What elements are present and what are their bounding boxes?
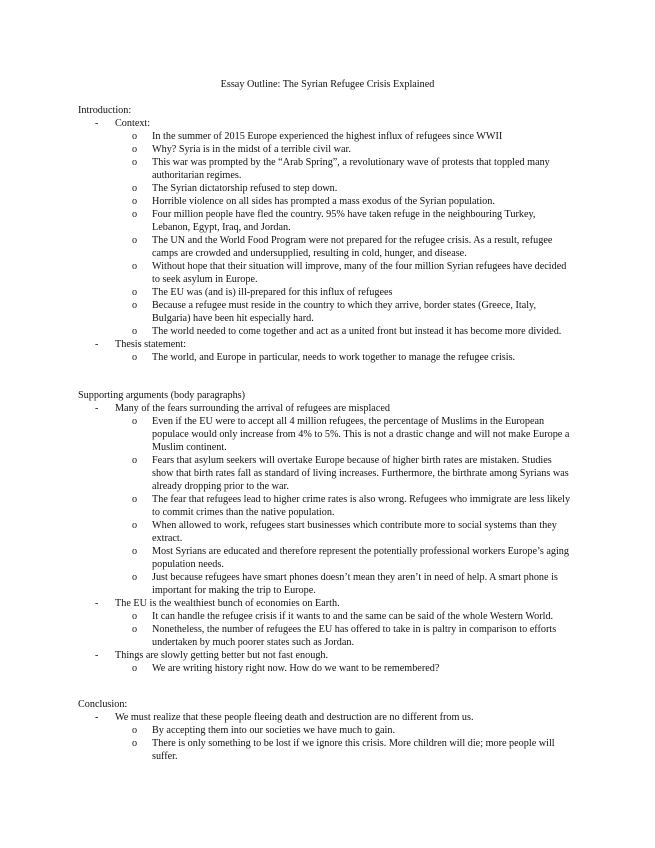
dash-bullet-icon: - [95, 598, 99, 609]
circle-bullet-icon: o [132, 326, 138, 337]
circle-bullet-icon: o [132, 520, 138, 531]
sub-point [115, 493, 573, 519]
outline-point-label: The EU is the wealthiest bunch of economies on Earth. [115, 598, 340, 609]
sub-point [115, 156, 573, 182]
sub-point-text: Four million people have fled the country. 95% have taken refuge in the neighbouring Turkey, Lebanon, Egypt, Iraq, and Jordan. [152, 209, 536, 233]
section-introduction [78, 104, 598, 364]
outline-point-label: Many of the fears surrounding the arrival of refugees are misplaced [115, 403, 390, 414]
circle-bullet-icon: o [132, 287, 138, 298]
outline-point-label: Thesis statement: [115, 339, 187, 350]
page-title: Essay Outline: The Syrian Refugee Crisis Explained [220, 79, 435, 90]
sub-point-text: The fear that refugees lead to higher crime rates is also wrong. Refugees who immigrate are less likely to commit crimes than the native population. [152, 494, 571, 518]
sub-point-text: The world, and Europe in particular, needs to work together to manage the refugee crisis. [152, 352, 516, 363]
sub-point [115, 662, 573, 675]
circle-bullet-icon: o [132, 611, 138, 622]
dash-bullet-icon: - [95, 712, 99, 723]
sub-point [115, 195, 573, 208]
sub-point-text: Even if the EU were to accept all 4 million refugees, the percentage of Muslims in the European populace would only increase from 4% to 5%. This is not a drastic change and will not make Europe a Muslim continent. [152, 416, 570, 453]
sub-point [115, 545, 573, 571]
sub-point-text: Without hope that their situation will improve, many of the four million Syrian refugees have decided to seek asylum in Europe. [152, 261, 567, 285]
sub-point [115, 737, 573, 763]
sub-point-text: In the summer of 2015 Europe experienced the highest influx of refugees since WWII [152, 131, 503, 142]
sub-point-text: The world needed to come together and act as a united front but instead it has become more divided. [152, 326, 562, 337]
circle-bullet-icon: o [132, 546, 138, 557]
sub-point-list [115, 351, 598, 364]
section-heading: Introduction: [78, 105, 132, 116]
dash-bullet-icon: - [95, 650, 99, 661]
section-heading: Conclusion: [78, 699, 128, 710]
circle-bullet-icon: o [132, 300, 138, 311]
outline-list [78, 402, 598, 675]
outline-point [78, 338, 598, 364]
sub-point-text: Fears that asylum seekers will overtake Europe because of higher birth rates are mistaken. Studies show that birth rates fall as standard of living increases. Furthermore, the birthrate among Syrians was already dropping prior to the war. [152, 455, 569, 492]
sub-point-list [115, 415, 598, 597]
circle-bullet-icon: o [132, 725, 138, 736]
sub-point [115, 610, 573, 623]
outline-point [78, 711, 598, 763]
sub-point-text: We are writing history right now. How do we want to be remembered? [152, 663, 440, 674]
sub-point-list [115, 724, 598, 763]
section-conclusion [78, 698, 598, 763]
sub-point [115, 234, 573, 260]
circle-bullet-icon: o [132, 209, 138, 220]
sub-point [115, 325, 573, 338]
sub-point [115, 415, 573, 454]
dash-bullet-icon: - [95, 339, 99, 350]
sub-point [115, 454, 573, 493]
sub-point-text: The Syrian dictatorship refused to step down. [152, 183, 338, 194]
outline-point [78, 402, 598, 597]
sub-point [115, 260, 573, 286]
outline-point-label: Things are slowly getting better but not fast enough. [115, 650, 329, 661]
circle-bullet-icon: o [132, 131, 138, 142]
sub-point [115, 724, 573, 737]
circle-bullet-icon: o [132, 144, 138, 155]
sub-point-text: The EU was (and is) ill-prepared for this influx of refugees [152, 287, 393, 298]
sub-point [115, 519, 573, 545]
outline-list [78, 711, 598, 763]
sub-point-text: Nonetheless, the number of refugees the EU has offered to take in is paltry in comparison to efforts undertaken by much poorer states such as Jordan. [152, 624, 557, 648]
sub-point [115, 208, 573, 234]
dash-bullet-icon: - [95, 118, 99, 129]
sub-point [115, 286, 573, 299]
circle-bullet-icon: o [132, 738, 138, 749]
circle-bullet-icon: o [132, 663, 138, 674]
sub-point [115, 571, 573, 597]
sub-point-text: This war was prompted by the “Arab Spring”, a revolutionary wave of protests that toppled many authoritarian regimes. [152, 157, 550, 181]
sub-point-list [115, 130, 598, 338]
sub-point-text: By accepting them into our societies we have much to gain. [152, 725, 396, 736]
outline-point-label: Context: [115, 118, 151, 129]
circle-bullet-icon: o [132, 455, 138, 466]
outline-point-label: We must realize that these people fleeing death and destruction are no different from us. [115, 712, 474, 723]
circle-bullet-icon: o [132, 183, 138, 194]
circle-bullet-icon: o [132, 261, 138, 272]
outline-list [78, 117, 598, 364]
sub-point [115, 130, 573, 143]
outline-point [78, 649, 598, 675]
sub-point-list [115, 610, 598, 649]
circle-bullet-icon: o [132, 572, 138, 583]
circle-bullet-icon: o [132, 494, 138, 505]
sub-point [115, 623, 573, 649]
circle-bullet-icon: o [132, 416, 138, 427]
sub-point-text: There is only something to be lost if we ignore this crisis. More children will die; more people will suffer. [152, 738, 555, 762]
circle-bullet-icon: o [132, 157, 138, 168]
outline-point [78, 597, 598, 649]
sub-point [115, 182, 573, 195]
sub-point-list [115, 662, 598, 675]
sub-point [115, 299, 573, 325]
section-supporting-arguments [78, 389, 598, 675]
sub-point-text: Why? Syria is in the midst of a terrible civil war. [152, 144, 351, 155]
circle-bullet-icon: o [132, 624, 138, 635]
outline-point [78, 117, 598, 338]
circle-bullet-icon: o [132, 196, 138, 207]
sub-point-text: The UN and the World Food Program were not prepared for the refugee crisis. As a result, refugee camps are crowded and undersupplied, resulting in cold, hunger, and disease. [152, 235, 553, 259]
sub-point [115, 351, 573, 364]
sub-point-text: When allowed to work, refugees start businesses which contribute more to social systems than they extract. [152, 520, 557, 544]
circle-bullet-icon: o [132, 352, 138, 363]
sub-point-text: It can handle the refugee crisis if it wants to and the same can be said of the whole Western World. [152, 611, 554, 622]
sub-point-text: Horrible violence on all sides has prompted a mass exodus of the Syrian population. [152, 196, 495, 207]
sub-point-text: Most Syrians are educated and therefore represent the potentially professional workers Europe’s aging population needs. [152, 546, 569, 570]
dash-bullet-icon: - [95, 403, 99, 414]
section-heading: Supporting arguments (body paragraphs) [78, 390, 246, 401]
sub-point [115, 143, 573, 156]
sub-point-text: Just because refugees have smart phones doesn’t mean they aren’t in need of help. A smart phone is important for making the trip to Europe. [152, 572, 558, 596]
sub-point-text: Because a refugee must reside in the country to which they arrive, border states (Greece, Italy, Bulgaria) have been hit especially hard. [152, 300, 537, 324]
circle-bullet-icon: o [132, 235, 138, 246]
